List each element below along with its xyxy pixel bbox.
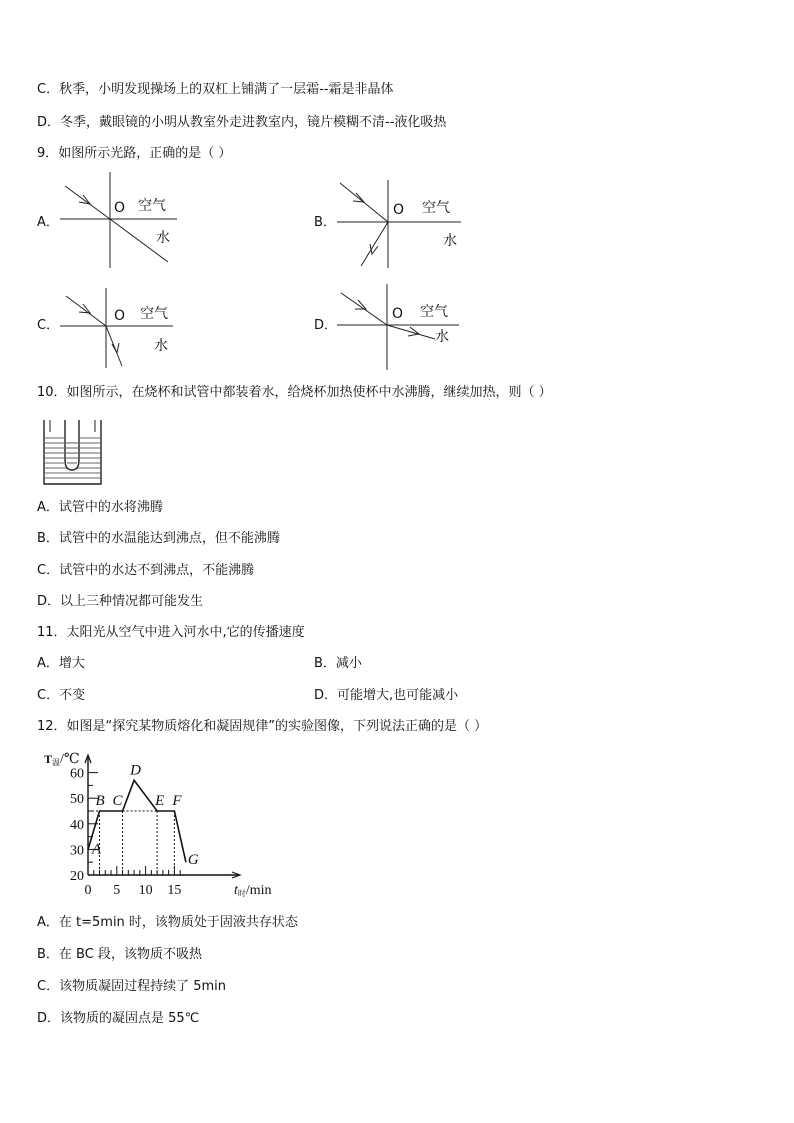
q10-stem: 10．如图所示，在烧杯和试管中都装着水，给烧杯加热使杯中水沸腾，继续加热，则（ ）: [37, 385, 552, 400]
q11-stem: 11．太阳光从空气中进入河水中,它的传播速度: [37, 625, 305, 640]
air-label: 空气: [422, 200, 450, 216]
arrow-icon: [355, 300, 366, 309]
air-label: 空气: [140, 306, 168, 322]
q9-option-a-label: A．: [37, 215, 59, 230]
point-o: O: [392, 306, 404, 322]
x-tick-label: 15: [167, 883, 182, 898]
point-o: O: [114, 308, 126, 324]
point-o: O: [114, 200, 126, 216]
water-label: 水: [443, 233, 457, 249]
point-label-f: F: [172, 793, 182, 809]
y-tick-label: 50: [70, 792, 84, 808]
air-label: 空气: [138, 198, 166, 214]
beaker-test-tube-figure: [42, 418, 104, 488]
refracted-ray: [106, 326, 122, 366]
q8-option-d: D．冬季，戴眼镜的小明从教室外走进教室内，镜片模糊不清--液化吸热: [37, 115, 447, 130]
incident-ray: [66, 296, 106, 326]
q10-option-a: A．试管中的水将沸腾: [37, 500, 163, 515]
point-label-c: C: [112, 793, 123, 809]
test-tube-icon: [65, 420, 79, 470]
q9-diagram-a: [60, 172, 190, 272]
point-label-d: D: [130, 762, 141, 779]
q11-option-a: A．增大: [37, 656, 85, 671]
q9-stem: 9．如图所示光路，正确的是（ ）: [37, 146, 232, 161]
q9-diagram-c: [60, 288, 190, 378]
q12-option-c: C．该物质凝固过程持续了 5min: [37, 979, 226, 994]
refracted-ray: [387, 325, 435, 339]
q9-option-b-label: B．: [314, 215, 336, 230]
q9-option-c-label: C．: [37, 318, 60, 333]
q12-option-b: B．在 BC 段，该物质不吸热: [37, 947, 202, 962]
q9-diagram-d: [337, 284, 467, 374]
q10-option-b: B．试管中的水温能达到沸点，但不能沸腾: [37, 531, 280, 546]
point-o: O: [393, 202, 405, 218]
q10-option-c: C．试管中的水达不到沸点，不能沸腾: [37, 563, 255, 578]
q11-option-c: C．不变: [37, 688, 86, 703]
water-label: 水: [156, 230, 170, 246]
water-label: 水: [154, 338, 168, 354]
refracted-ray: [361, 222, 388, 266]
arrow-icon: [79, 304, 90, 313]
q11-option-b: B．减小: [314, 656, 362, 671]
melting-chart: [38, 747, 298, 897]
x-axis-label: t时/min: [234, 883, 272, 898]
q10-option-d: D．以上三种情况都可能发生: [37, 594, 204, 609]
incident-ray: [65, 186, 110, 219]
q9-option-d-label: D．: [314, 318, 338, 333]
arrow-icon: [79, 195, 90, 204]
x-tick-label: 0: [84, 883, 92, 898]
q11-option-d: D．可能增大,也可能减小: [314, 688, 459, 703]
point-label-g: G: [187, 852, 199, 869]
q12-option-d: D．该物质的凝固点是 55℃: [37, 1011, 200, 1026]
y-tick-label: 60: [70, 766, 84, 782]
x-tick-label: 5: [113, 883, 121, 898]
point-label-e: E: [155, 793, 165, 809]
y-axis-label: T温/℃: [44, 752, 80, 767]
y-tick-label: 30: [70, 843, 84, 859]
q9-diagram-b: [337, 180, 467, 280]
q12-option-a: A．在 t=5min 时，该物质处于固液共存状态: [37, 915, 298, 930]
y-tick-label: 20: [70, 869, 84, 884]
q8-option-c: C．秋季，小明发现操场上的双杠上铺满了一层霜--霜是非晶体: [37, 82, 394, 97]
point-label-a: A: [92, 841, 102, 858]
point-label-b: B: [95, 793, 105, 809]
x-tick-label: 10: [138, 883, 153, 898]
y-tick-label: 40: [70, 817, 84, 833]
q12-stem: 12．如图是“探究某物质熔化和凝固规律”的实验图像，下列说法正确的是（ ）: [37, 719, 488, 734]
air-label: 空气: [420, 304, 448, 320]
water-label: 水: [435, 329, 449, 345]
